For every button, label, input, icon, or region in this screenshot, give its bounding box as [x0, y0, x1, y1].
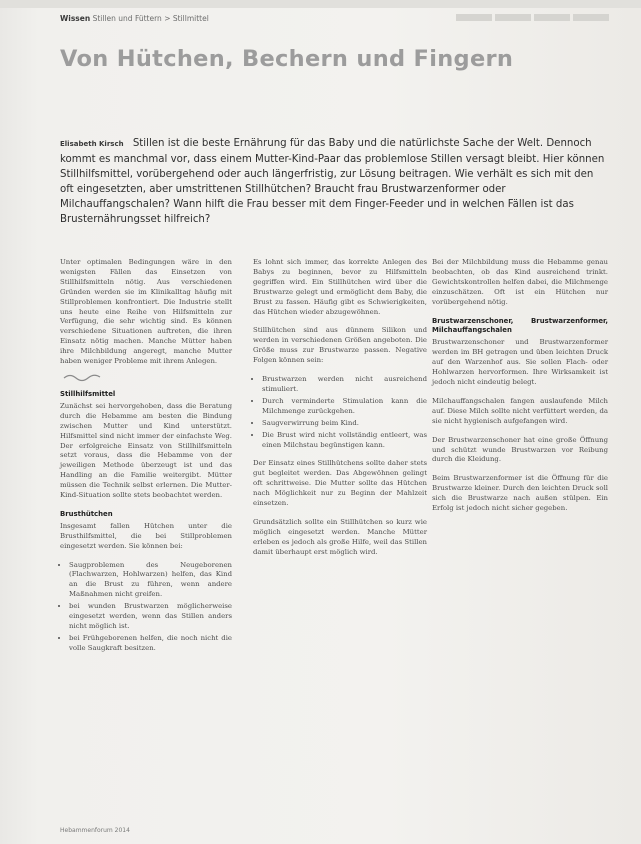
- column-1: [60, 258, 232, 663]
- column-3: [432, 258, 608, 523]
- lead-text: Stillen ist die beste Ernährung für das Baby und die natürlichste Sache der Welt. Dennoch kommt es manchmal vor, dass einem Mutter-Kind-Paar das problemlose Stillen versagt bleibt. Hier können Stillhilfsmittel, vorübergehend oder auch längerfristig, zur Lösung beitragen. Wie verhält es sich mit den oft eingesetzten, aber umstrittenen Stillhütchen? Braucht frau Brustwarzenformer oder Milchauffangschalen? Wann hilft die Frau besser mit dem Finger-Feeder und in welchen Fällen ist das Brusternährungsset hilfreich?: [60, 138, 605, 226]
- bullet-list: [253, 375, 427, 450]
- paragraph: Brustwarzenschoner und Brustwarzenformer werden im BH getragen und üben leichten Druck auf den Warzenhof aus. Sie sollen Flach- oder Hohlwarzen hervorformen. Ihre Wirksamkeit ist jedoch nicht eindeutig belegt.: [432, 338, 608, 386]
- list-item: • Saugverwirrung beim Kind.: [262, 419, 427, 429]
- list-item: • Durch verminderte Stimulation kann die Milchmenge zurückgehen.: [262, 397, 427, 417]
- paragraph: Unter optimalen Bedingungen wäre in den wenigsten Fällen das Einsetzen von Stillhilfsmitteln nötig. Aus verschiedenen Gründen werden sie im Klinikalltag häufig mit Stillproblemen konfrontiert. Die Industrie stellt uns heute eine Reihe von Hilfsmitteln zur Verfügung, die sehr wichtig sind. Es können verschiedene Situationen auftreten, die ihren Einsatz nötig machen. Manche Mütter haben ihre Milchbildung angeregt, manche Mutter haben weniger Probleme mit ihrem Anlegen.: [60, 258, 232, 366]
- list-item: • bei wunden Brustwarzen möglicherweise eingesetzt werden, wenn das Stillen anders nicht möglich ist.: [69, 602, 232, 632]
- ornament-icon: [62, 372, 102, 382]
- section-label: Wissen: [60, 14, 91, 23]
- header-tab: [534, 14, 570, 21]
- column-2: [253, 258, 427, 567]
- paragraph: Beim Brustwarzenformer ist die Öffnung für die Brustwarze kleiner. Durch den leichten Druck soll sich die Brustwarze nach außen stülpen. Ein Erfolg ist jedoch nicht sicher gegeben.: [432, 474, 608, 513]
- section-heading: Stillhilfsmittel: [60, 389, 116, 398]
- paragraph: Der Brustwarzenschoner hat eine große Öffnung und schützt wunde Brustwarzen vor Reibung durch die Kleidung.: [432, 435, 608, 464]
- paragraph: Es lohnt sich immer, das korrekte Anlegen des Babys zu beginnen, bevor zu Hilfsmitteln gegriffen wird. Ein Stillhütchen wird über die Brustwarze gelegt und ermöglicht dem Baby, die Brust zu fassen. Häufig gibt es Schwierigkeiten, das Hütchen wieder abzugewöhnen.: [253, 258, 427, 316]
- list-item: • Saugproblemen des Neugeborenen (Flachwarzen, Hohlwarzen) helfen, das Kind an die Brust zu führen, wenn andere Maßnahmen nicht greifen.: [69, 561, 232, 601]
- list-item: • bei Frühgeborenen helfen, die noch nicht die volle Saugkraft besitzen.: [69, 634, 232, 654]
- page-footer: Hebammenforum 2014: [60, 827, 130, 834]
- header-tab: [456, 14, 492, 21]
- list-item: • Brustwarzen werden nicht ausreichend stimuliert.: [262, 375, 427, 395]
- paragraph: Der Einsatz eines Stillhütchens sollte daher stets gut begleitet werden. Das Abgewöhnen gelingt oft schrittweise. Die Mutter sollte das Hütchen nach Möglichkeit nur zu Beginn der Mahlzeit einsetzen.: [253, 459, 427, 508]
- section-heading: Brusthütchen: [60, 509, 113, 518]
- section-heading: Brustwarzenschoner, Brustwarzenformer, Milchauffangschalen: [432, 316, 608, 335]
- list-item: • Die Brust wird nicht vollständig entleert, was einen Milchstau begünstigen kann.: [262, 431, 427, 451]
- paragraph: Grundsätzlich sollte ein Stillhütchen so kurz wie möglich eingesetzt werden. Manche Mütter erleben es jedoch als große Hilfe, weil das Stillen damit überhaupt erst möglich wird.: [253, 517, 427, 556]
- paragraph: Bei der Milchbildung muss die Hebamme genau beobachten, ob das Kind ausreichend trinkt. Gewichtskontrollen helfen dabei, die Milchmenge einzuschätzen. Oft ist ein Hütchen nur vorübergehend nötig.: [432, 258, 608, 306]
- article-title: Von Hütchen, Bechern und Fingern: [60, 46, 514, 72]
- paragraph: Insgesamt fallen Hütchen unter die Brusthilfsmittel, die bei Stillproblemen eingesetzt werden. Sie können bei:: [60, 521, 232, 550]
- breadcrumb: Stillen und Füttern > Stillmittel: [92, 14, 209, 23]
- rubric: [60, 14, 209, 23]
- paragraph: Stillhütchen sind aus dünnem Silikon und werden in verschiedenen Größen angeboten. Die Größe muss zur Brustwarze passen. Negative Folgen können sein:: [253, 326, 427, 365]
- paragraph: Milchauffangschalen fangen auslaufende Milch auf. Diese Milch sollte nicht verfüttert werden, da sie nicht hygienisch aufgefangen wird.: [432, 396, 608, 425]
- article-lead: [60, 136, 608, 228]
- header-tab: [495, 14, 531, 21]
- author: Elisabeth Kirsch: [60, 140, 124, 148]
- paragraph: Zunächst sei hervorgehoben, dass die Beratung durch die Hebamme am besten die Bindung zwischen Mutter und Kind unterstützt. Hilfsmittel sind nicht immer der einfachste Weg. Der erfolgreiche Einsatz von Stillhilfsmitteln setzt voraus, dass die Hebamme von der jeweiligen Methode überzeugt ist und das Handling an die Familie weitergibt. Mütter müssen die Technik selbst erlernen. Die Mutter-Kind-Situation sollte stets beobachtet werden.: [60, 401, 232, 500]
- running-header: [60, 14, 609, 30]
- bullet-list: [60, 561, 232, 654]
- scan-edge: [0, 0, 641, 8]
- header-tabs: [456, 14, 609, 21]
- header-tab: [573, 14, 609, 21]
